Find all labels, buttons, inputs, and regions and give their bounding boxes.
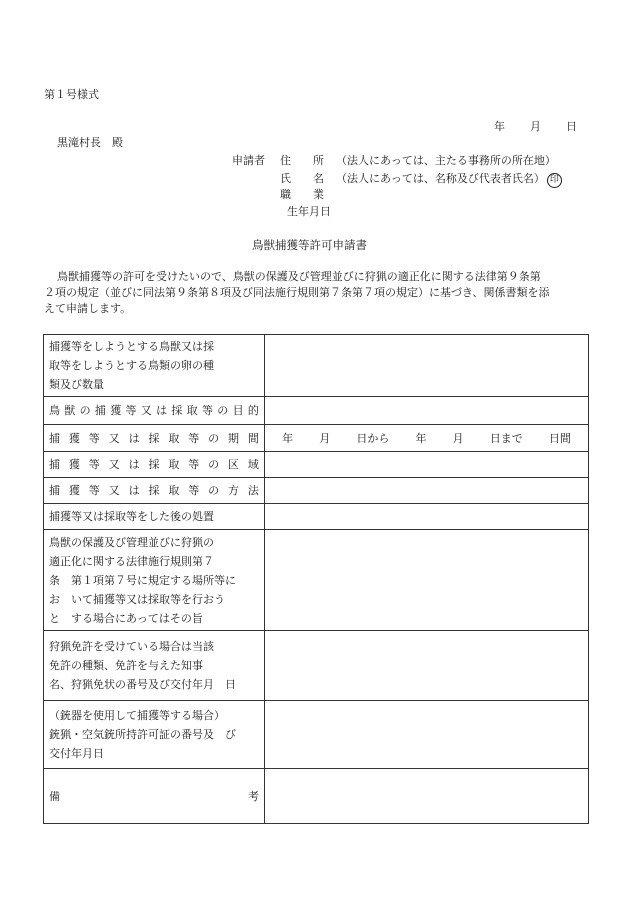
label-license [44, 631, 265, 701]
firearm-line-3: 交付年月日 [49, 747, 104, 760]
period-value-part: 日から [356, 432, 390, 445]
method-char: の [208, 484, 220, 497]
name-note-text: （法人にあっては、名称及び代表者氏名） [336, 172, 545, 185]
table-row-location [44, 530, 589, 631]
addressee: 黒滝村長 殿 [57, 136, 123, 149]
field-area[interactable] [265, 452, 589, 478]
purpose-char: 等 [201, 404, 213, 417]
area-char: 取 [168, 458, 180, 471]
purpose-char: 捕 [94, 404, 106, 417]
method-char: 等 [88, 484, 100, 497]
label-method-text [49, 481, 259, 500]
location-line-5: と する場合にあってはその旨 [49, 611, 203, 625]
purpose-char: の [79, 404, 91, 417]
period-label-char: 間 [247, 431, 259, 445]
purpose-char: 採 [171, 404, 183, 417]
label-method [44, 478, 265, 504]
purpose-char: 取 [186, 404, 198, 417]
firearm-line-1: （銃器を使用して捕獲等する場合） [49, 709, 225, 722]
table-row-license [44, 631, 589, 701]
application-table [43, 334, 589, 824]
body-line-2: ２項の規定（並びに同法第９条第８項及び同法施行規則第７条第７項の規定）に基づき、関係書類を添 [44, 286, 550, 299]
table-row-remarks [44, 769, 589, 824]
method-char: 取 [168, 484, 180, 497]
remarks-left: 備 [49, 789, 60, 803]
label-area-text [49, 455, 259, 474]
purpose-char: 獲 [110, 404, 122, 417]
field-period[interactable] [265, 425, 589, 452]
label-remarks [44, 769, 265, 824]
label-disposal: 捕獲等又は採取等をした後の処置 [44, 504, 265, 530]
period-label-char: 獲 [68, 431, 80, 445]
license-line-2: 免許の種類、免許を与えた知事 [49, 659, 203, 672]
area-char: 又 [108, 458, 120, 471]
period-label-char: 採 [148, 431, 160, 445]
method-char: 採 [148, 484, 160, 497]
field-remarks[interactable] [265, 769, 589, 824]
date-year: 年 [494, 120, 505, 133]
purpose-char: 鳥 [49, 404, 60, 417]
area-char: 捕 [49, 458, 60, 471]
field-license[interactable] [265, 631, 589, 701]
occupation-label: 職 業 [280, 188, 324, 201]
table-row-species [44, 335, 589, 397]
form-number: 第１号様式 [44, 88, 99, 101]
birthdate-label: 生年月日 [287, 205, 331, 218]
label-firearm [44, 701, 265, 769]
period-label-char: 等 [188, 431, 200, 445]
method-char: は [128, 484, 140, 497]
label-area [44, 452, 265, 478]
name-note [336, 170, 562, 188]
table-row-method [44, 478, 589, 504]
location-line-1: 鳥獣の保護及び管理並びに狩猟の [49, 535, 214, 549]
period-label-char: の [208, 431, 220, 445]
table-row-period [44, 425, 589, 452]
period-label-char: 等 [88, 431, 100, 445]
area-char: の [208, 458, 220, 471]
label-period-text [49, 429, 259, 448]
label-species: 捕獲等をしようとする鳥獣又は採 取等をしようとする鳥類の卵の種 類及び数量 [44, 335, 265, 397]
table-row-purpose [44, 397, 589, 425]
location-line-3: 条 第１項第７号に規定する場所等に [49, 573, 236, 587]
table-row-area [44, 452, 589, 478]
body-line-1: 鳥獣捕獲等の許可を受けたいので、鳥獣の保護及び管理並びに狩猟の適正化に関する法律第９条第 [57, 270, 541, 283]
firearm-line-2: 銃猟・空気銃所持許可証の番号及 び [49, 728, 236, 741]
location-line-2: 適正化に関する法律施行規則第７ [49, 554, 214, 568]
label-period [44, 425, 265, 452]
method-char: 捕 [49, 484, 60, 497]
method-char: 獲 [68, 484, 80, 497]
applicant-label: 申請者 [232, 154, 265, 167]
purpose-char: 的 [247, 404, 259, 417]
label-purpose [44, 397, 265, 425]
field-disposal[interactable] [265, 504, 589, 530]
remarks-label [49, 787, 259, 806]
date-month: 月 [530, 120, 541, 133]
field-species[interactable] [265, 335, 589, 397]
field-location[interactable] [265, 530, 589, 631]
method-char: 等 [188, 484, 200, 497]
period-value-part: 年 [415, 432, 427, 445]
name-label: 氏 名 [280, 172, 324, 185]
area-char: 域 [247, 458, 259, 471]
label-purpose-text [49, 401, 259, 420]
purpose-char: の [217, 404, 229, 417]
area-char: 区 [228, 458, 240, 471]
remarks-right: 考 [248, 789, 259, 803]
area-char: 採 [148, 458, 160, 471]
method-char: 又 [108, 484, 120, 497]
purpose-char: 又 [140, 404, 152, 417]
period-value-part: 月 [452, 432, 464, 445]
period-label-char: 又 [108, 431, 120, 445]
purpose-char: 目 [232, 404, 244, 417]
field-method[interactable] [265, 478, 589, 504]
body-line-3: えて申請します。 [44, 302, 132, 315]
period-label-char: 捕 [49, 431, 60, 445]
method-char: 方 [228, 484, 240, 497]
purpose-char: は [156, 404, 168, 417]
location-line-4: お いて捕獲等又は採取等を行おう [49, 592, 225, 606]
period-value-part: 日間 [548, 432, 571, 445]
period-value-part: 日まで [489, 432, 523, 445]
period-label-char: 取 [168, 431, 180, 445]
method-char: 法 [247, 484, 259, 497]
period-value [265, 430, 588, 446]
license-line-3: 名、狩猟免状の番号及び交付年月 日 [49, 678, 236, 691]
purpose-char: 等 [125, 404, 137, 417]
period-value-part: 年 [282, 432, 294, 445]
table-row-firearm [44, 701, 589, 769]
area-char: は [128, 458, 140, 471]
label-location [44, 530, 265, 631]
field-firearm[interactable] [265, 701, 589, 769]
area-char: 等 [188, 458, 200, 471]
area-char: 獲 [68, 458, 80, 471]
table-row-disposal [44, 504, 589, 530]
license-line-1: 狩猟免許を受けている場合は当該 [49, 640, 214, 653]
address-label: 住 所 [280, 154, 324, 167]
seal-mark: 印 [547, 173, 562, 188]
period-value-part: 月 [319, 432, 331, 445]
period-label-char: は [128, 431, 140, 445]
area-char: 等 [88, 458, 100, 471]
address-note: （法人にあっては、主たる事務所の所在地） [336, 154, 556, 167]
field-purpose[interactable] [265, 397, 589, 425]
period-label-char: 期 [228, 431, 240, 445]
purpose-char: 獣 [64, 404, 76, 417]
document-title: 鳥獣捕獲等許可申請書 [252, 238, 367, 252]
date-day: 日 [566, 120, 577, 133]
